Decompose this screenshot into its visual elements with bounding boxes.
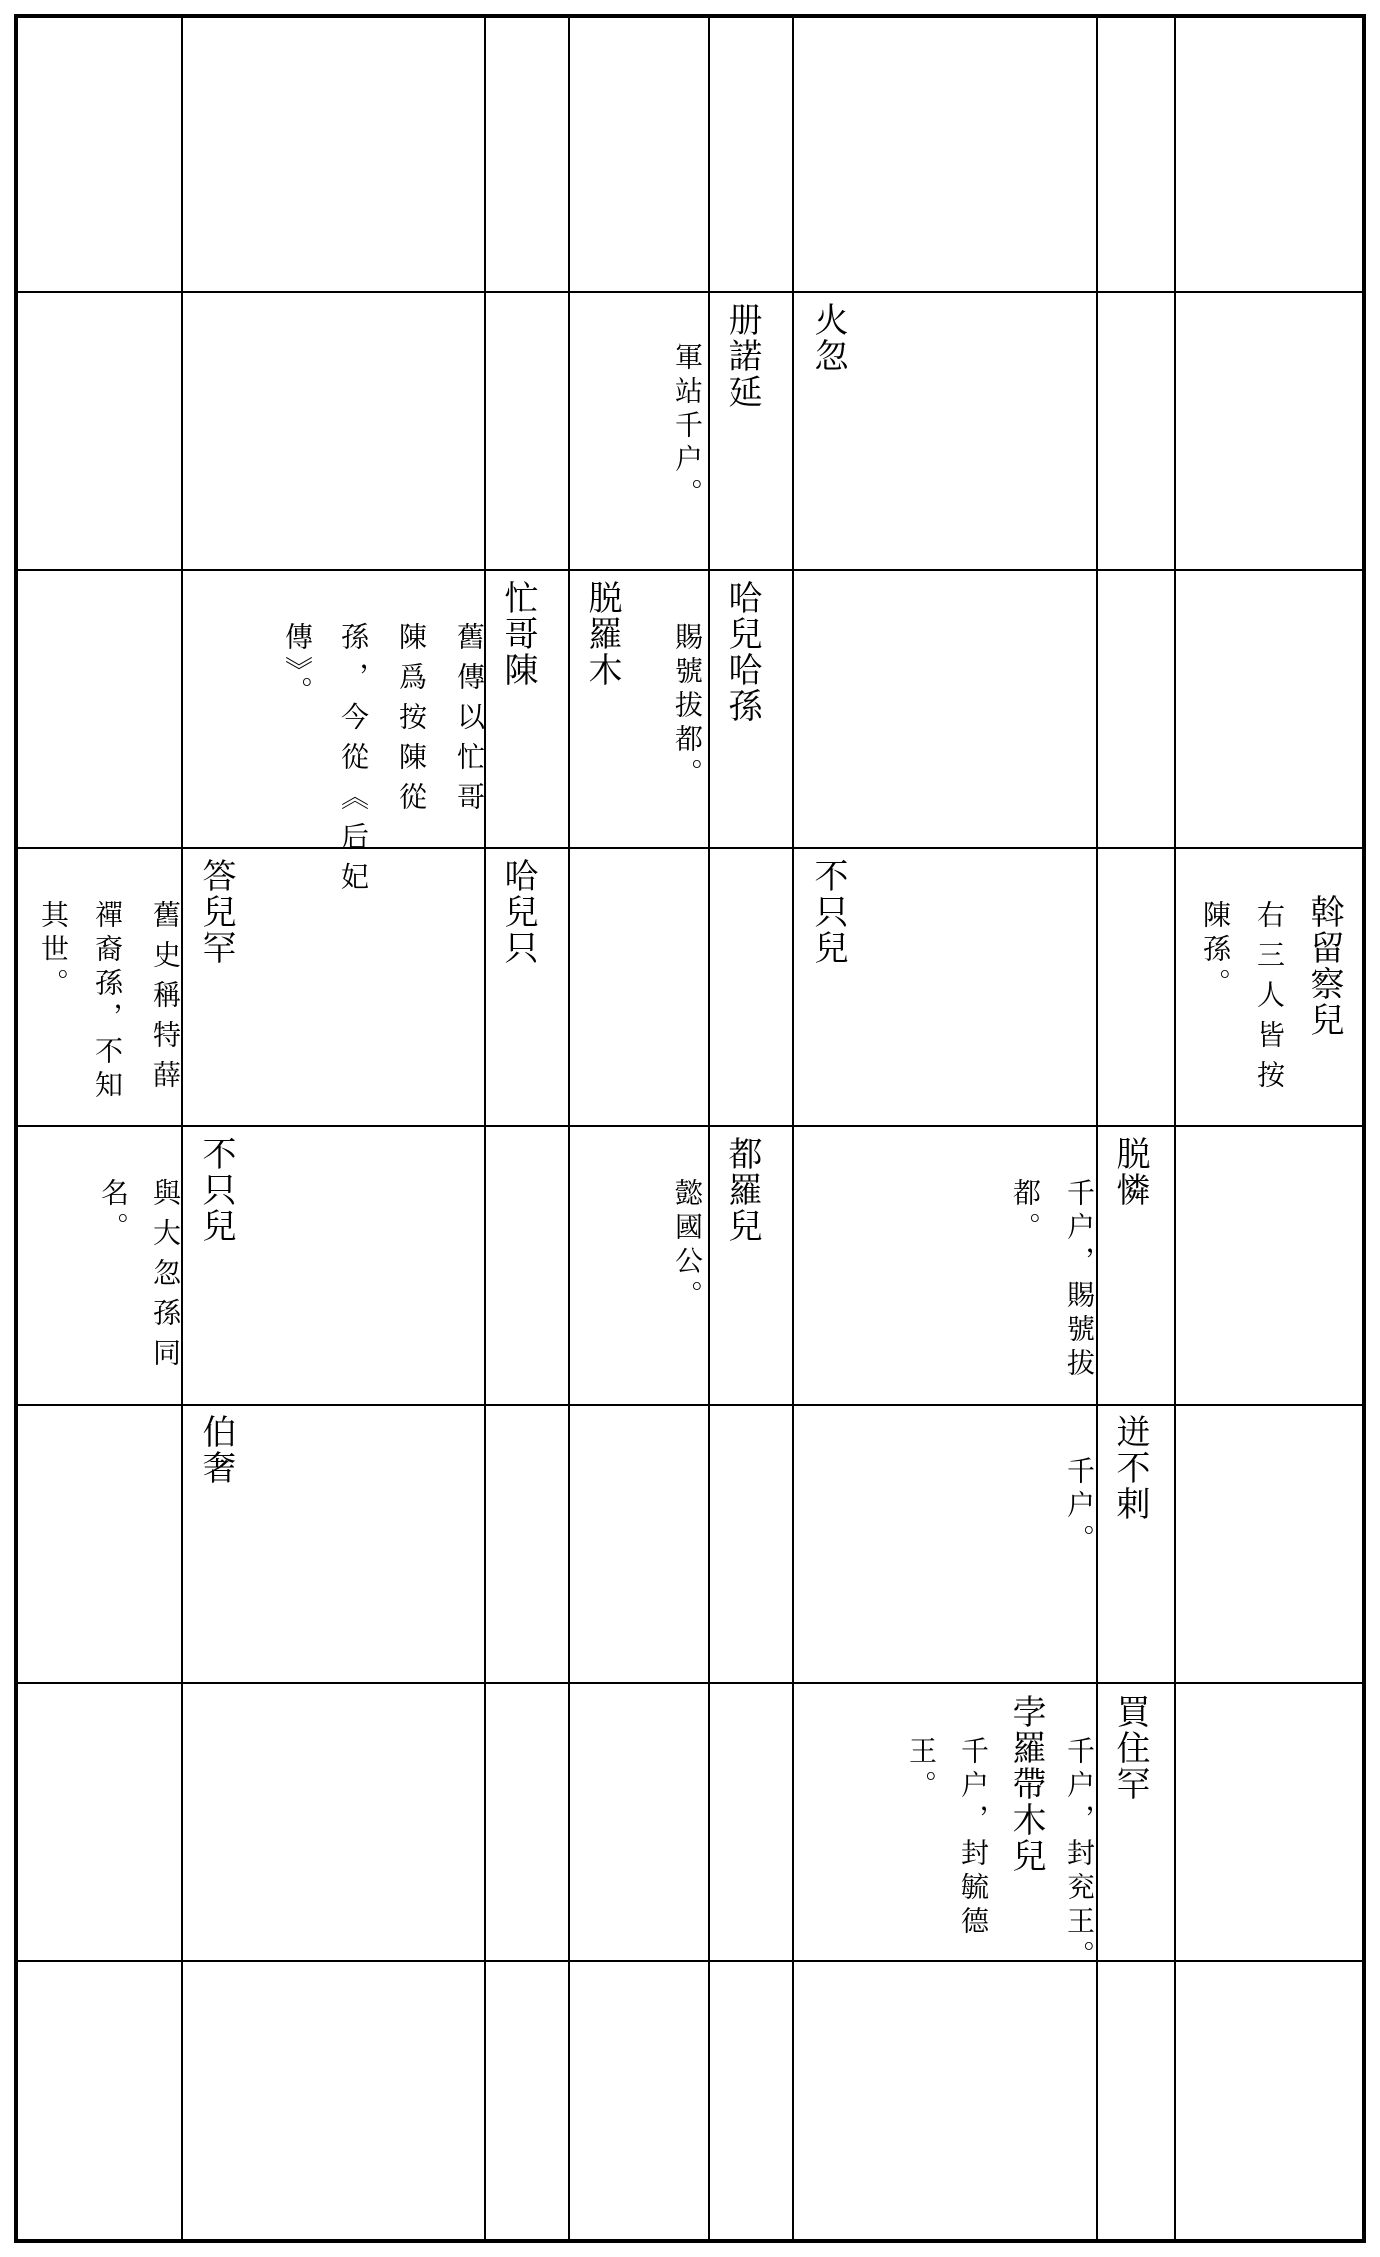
entry-name: 迸不剌 xyxy=(1110,1414,1150,1522)
entry-name: 哈兒只 xyxy=(498,858,538,966)
column-divider xyxy=(484,14,486,2243)
entry-name: 脱羅木 xyxy=(582,580,622,688)
entry-note: 軍站千户。 xyxy=(671,342,704,512)
entry-note: 千户，賜號拔 xyxy=(1063,1178,1096,1382)
entry-name: 哈兒哈孫 xyxy=(722,580,762,724)
entry-note: 名。 xyxy=(97,1178,130,1246)
entry-note: 舊傳以忙哥 xyxy=(453,622,486,822)
entry-note: 陳爲按陳從 xyxy=(395,622,428,822)
entry-note: 禪裔孫，不知 xyxy=(91,900,124,1104)
row-divider xyxy=(14,291,1366,293)
entry-name: 都羅兒 xyxy=(722,1136,762,1244)
entry-note: 懿國公。 xyxy=(671,1178,704,1314)
entry-note: 賜號拔都。 xyxy=(671,622,704,792)
entry-note: 王。 xyxy=(905,1736,938,1804)
entry-name: 火忽 xyxy=(808,302,848,374)
entry-note: 陳孫。 xyxy=(1199,900,1232,1002)
row-divider xyxy=(14,847,1366,849)
column-divider xyxy=(1174,14,1176,2243)
entry-note: 傳》。 xyxy=(281,622,314,710)
entry-name: 册諾延 xyxy=(722,302,762,410)
row-divider xyxy=(14,1125,1366,1127)
entry-note: 千户。 xyxy=(1063,1456,1096,1558)
entry-name: 斡留察兒 xyxy=(1304,894,1344,1038)
entry-note: 與大忽孫同 xyxy=(149,1178,182,1378)
entry-name: 忙哥陳 xyxy=(498,580,538,688)
entry-name: 不只兒 xyxy=(196,1136,236,1244)
row-divider xyxy=(14,1404,1366,1406)
column-divider xyxy=(568,14,570,2243)
entry-name: 答兒罕 xyxy=(196,858,236,966)
column-divider xyxy=(708,14,710,2243)
entry-note: 其世。 xyxy=(37,900,70,1002)
entry-note: 千户，封毓德 xyxy=(957,1736,990,1940)
entry-note: 千户，封兖王。 xyxy=(1063,1736,1096,1974)
row-divider xyxy=(14,1960,1366,1962)
entry-note: 右三人皆按 xyxy=(1253,900,1286,1100)
entry-name: 伯奢 xyxy=(196,1414,236,1486)
entry-name: 不只兒 xyxy=(808,858,848,966)
entry-name: 孛羅帶木兒 xyxy=(1006,1694,1046,1874)
genealogy-table xyxy=(14,14,1366,2243)
entry-note: 孫，今從《后妃 xyxy=(337,622,370,902)
entry-note: 都。 xyxy=(1009,1178,1042,1246)
row-divider xyxy=(14,1682,1366,1684)
entry-note: 舊史稱特薛 xyxy=(149,900,182,1100)
entry-name: 買住罕 xyxy=(1110,1694,1150,1802)
column-divider xyxy=(792,14,794,2243)
row-divider xyxy=(14,569,1366,571)
entry-name: 脱憐 xyxy=(1110,1136,1150,1208)
column-divider xyxy=(181,14,183,2243)
